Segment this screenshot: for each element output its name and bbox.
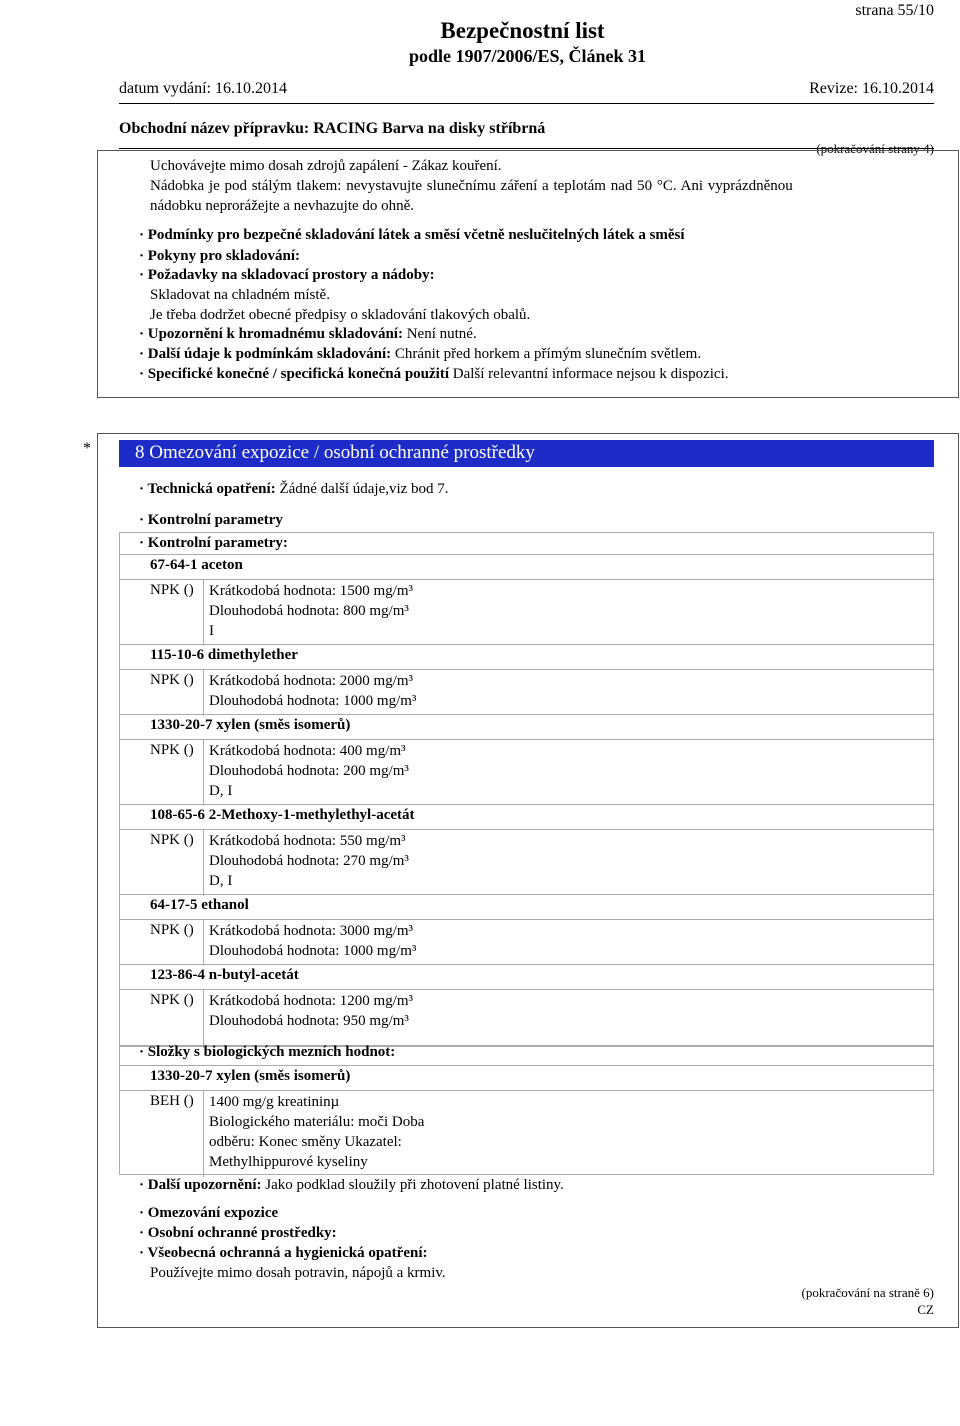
further-storage-label: · Další údaje k podmínkám skladování: (139, 346, 392, 362)
substance-row (120, 1065, 933, 1176)
cell-divider (203, 920, 204, 966)
specific-use-label: · Specifické konečné / specifická konečná použití (139, 366, 449, 382)
limit-row (120, 579, 933, 646)
limit-row (120, 989, 933, 1048)
substance-row (120, 714, 933, 805)
cell-divider (203, 990, 204, 1048)
text-line: nádobku neprorážejte a nevhazujte do ohně. (150, 198, 415, 214)
limit-code: BEH () (150, 1093, 194, 1109)
substance-header: 67-64-1 aceton (150, 557, 243, 573)
limit-code: NPK () (150, 832, 194, 848)
substance-row (120, 964, 933, 1047)
limit-value: odběru: Konec směny Ukazatel: (209, 1134, 402, 1150)
trade-name: Obchodní název přípravku: RACING Barva na disky stříbrná (119, 120, 546, 137)
limit-value: Krátkodobá hodnota: 2000 mg/m³ (209, 673, 414, 689)
substance-row (120, 804, 933, 895)
substance-row (120, 554, 933, 645)
text-line: Uchovávejte mimo dosah zdrojů zapálení - Zákaz kouření. (150, 158, 502, 174)
limit-value: Krátkodobá hodnota: 550 mg/m³ (209, 833, 406, 849)
hygiene-heading: · Všeobecná ochranná a hygienická opatření: (139, 1245, 428, 1261)
limit-row (120, 829, 933, 896)
specific-use-value: Další relevantní informace nejsou k dispozici. (449, 366, 729, 382)
header-divider (119, 103, 934, 104)
substance-header: 108-65-6 2-Methoxy-1-methylethyl-acetát (150, 807, 415, 823)
limit-row (120, 739, 933, 806)
additional-info-label: · Další upozornění: (139, 1177, 262, 1193)
issue-date: datum vydání: 16.10.2014 (119, 80, 287, 97)
biological-limits-heading: · Složky s biologických mezních hodnot: (139, 1044, 396, 1060)
control-parameters-table (119, 532, 934, 1046)
specific-use-line (139, 366, 729, 383)
limit-value: Dlouhodobá hodnota: 1000 mg/m³ (209, 943, 417, 959)
further-storage-line (139, 346, 701, 363)
substance-row (120, 894, 933, 965)
substance-header: 115-10-6 dimethylether (150, 647, 298, 663)
document-title: Bezpečnostní list (440, 18, 605, 43)
continued-from: (pokračování strany 4) (816, 141, 934, 156)
limit-value: Krátkodobá hodnota: 1200 mg/m³ (209, 993, 414, 1009)
storage-requirements-heading: · Požadavky na skladovací prostory a nádoby: (139, 267, 435, 283)
control-parameters-heading: · Kontrolní parametry (139, 512, 283, 528)
table-caption: · Kontrolní parametry: (139, 535, 288, 551)
storage-conditions-heading: · Podmínky pro bezpečné skladování látek a směsí včetně neslučitelných látek a směsí (139, 227, 685, 243)
further-storage-value: Chránit před horkem a přímým slunečním světlem. (391, 346, 702, 362)
storage-instructions-heading: · Pokyny pro skladování: (139, 248, 301, 264)
substance-header: 1330-20-7 xylen (směs isomerů) (150, 717, 351, 733)
revision-date: Revize: 16.10.2014 (809, 80, 934, 97)
limit-value: 1400 mg/g kreatininµ (209, 1094, 340, 1110)
page-number: strana 55/10 (855, 2, 934, 19)
document-subtitle: podle 1907/2006/ES, Článek 31 (408, 46, 647, 66)
substance-header: 1330-20-7 xylen (směs isomerů) (150, 1068, 351, 1084)
limit-value: Krátkodobá hodnota: 3000 mg/m³ (209, 923, 414, 939)
substance-row (120, 644, 933, 715)
limit-note: I (209, 623, 214, 639)
substance-header: 123-86-4 n-butyl-acetát (150, 967, 299, 983)
text-line: Skladovat na chladném místě. (150, 287, 330, 303)
text-line: Je třeba dodržet obecné předpisy o skladování tlakových obalů. (150, 307, 531, 323)
limit-row (120, 669, 933, 716)
bulk-storage-line (139, 326, 477, 343)
limit-value: Biologického materiálu: moči Doba (209, 1114, 425, 1130)
revision-star: * (83, 440, 91, 457)
continued-on: (pokračování na straně 6) (801, 1285, 934, 1300)
cell-divider (203, 580, 204, 646)
text-line: Nádobka je pod stálým tlakem: nevystavujte slunečnímu záření a teplotám nad 50 °C. Ani vyprázdněnou (150, 178, 793, 194)
hygiene-text: Používejte mimo dosah potravin, nápojů a krmiv. (150, 1265, 446, 1281)
technical-measures-value: Žádné další údaje,viz bod 7. (275, 481, 449, 497)
technical-measures-line (139, 481, 449, 498)
limit-code: NPK () (150, 742, 194, 758)
limit-value: Krátkodobá hodnota: 1500 mg/m³ (209, 583, 414, 599)
cell-divider (203, 670, 204, 716)
cell-divider (203, 1091, 204, 1177)
additional-info-value: Jako podklad sloužily při zhotovení platné listiny. (261, 1177, 564, 1193)
limit-value: Dlouhodobá hodnota: 950 mg/m³ (209, 1013, 409, 1029)
limit-row (120, 1090, 933, 1177)
tradename-divider (119, 148, 934, 149)
technical-measures-label: · Technická opatření: (139, 481, 276, 497)
limit-row (120, 919, 933, 966)
limit-code: NPK () (150, 922, 194, 938)
bulk-storage-value: Není nutné. (402, 326, 477, 342)
limit-value: Methylhippurové kyseliny (209, 1154, 368, 1170)
language-code: CZ (917, 1302, 934, 1317)
additional-info-line (139, 1177, 564, 1194)
cell-divider (203, 830, 204, 896)
section8-title: 8 Omezování expozice / osobní ochranné prostředky (135, 442, 535, 463)
biological-limits-table (119, 1046, 934, 1175)
substance-header: 64-17-5 ethanol (150, 897, 249, 913)
bulk-storage-label: · Upozornění k hromadnému skladování: (139, 326, 403, 342)
ppe-heading: · Osobní ochranné prostředky: (139, 1225, 337, 1241)
limit-code: NPK () (150, 992, 194, 1008)
limit-value: Dlouhodobá hodnota: 270 mg/m³ (209, 853, 409, 869)
limit-code: NPK () (150, 672, 194, 688)
cell-divider (203, 740, 204, 806)
limit-value: Dlouhodobá hodnota: 200 mg/m³ (209, 763, 409, 779)
limit-value: Dlouhodobá hodnota: 1000 mg/m³ (209, 693, 417, 709)
limit-note: D, I (209, 783, 233, 799)
limit-value: Krátkodobá hodnota: 400 mg/m³ (209, 743, 406, 759)
limit-code: NPK () (150, 582, 194, 598)
limit-value: Dlouhodobá hodnota: 800 mg/m³ (209, 603, 409, 619)
exposure-controls-heading: · Omezování expozice (139, 1205, 279, 1221)
limit-note: D, I (209, 873, 233, 889)
